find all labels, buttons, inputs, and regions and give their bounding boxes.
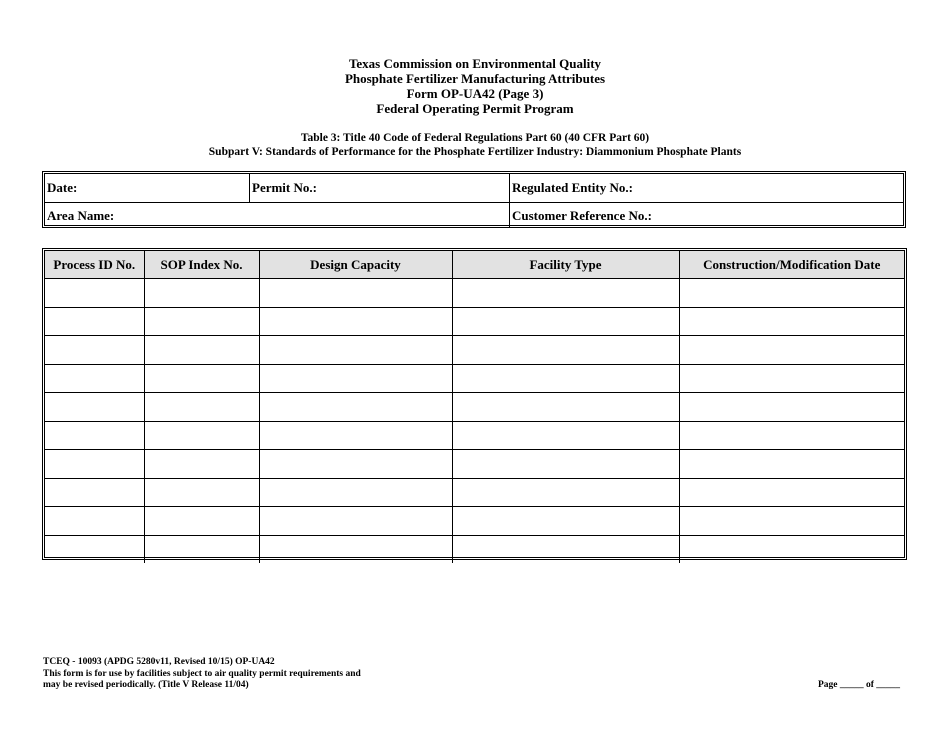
form-subject: Phosphate Fertilizer Manufacturing Attributes — [344, 71, 606, 86]
table-cell[interactable] — [144, 393, 259, 422]
permit-label: Permit No.: — [252, 180, 317, 195]
table-cell[interactable] — [144, 421, 259, 450]
table-cell[interactable] — [452, 421, 679, 450]
table-title-line2: Subpart V: Standards of Performance for the Phosphate Fertilizer Industry: Diammonium Phosphate Plants — [208, 146, 742, 158]
table-row — [45, 336, 904, 365]
date-label: Date: — [47, 180, 78, 195]
table-row — [45, 507, 904, 536]
footer-note-line2: may be revised periodically. (Title V Release 11/04) — [43, 680, 249, 690]
customer-reference-label: Customer Reference No.: — [512, 208, 652, 223]
table-cell[interactable] — [144, 450, 259, 479]
table-cell[interactable] — [452, 450, 679, 479]
regulated-entity-label: Regulated Entity No.: — [512, 180, 633, 195]
table-row — [45, 450, 904, 479]
footer-note-line1: This form is for use by facilities subject to air quality permit requirements and — [43, 668, 361, 679]
table-cell[interactable] — [452, 279, 679, 308]
table-cell[interactable] — [452, 307, 679, 336]
date-field[interactable] — [45, 174, 249, 202]
table-cell[interactable] — [679, 450, 904, 479]
table-cell[interactable] — [452, 507, 679, 536]
table-cell[interactable] — [679, 393, 904, 422]
table-cell[interactable] — [259, 478, 452, 507]
table-cell[interactable] — [45, 507, 144, 536]
table-cell[interactable] — [679, 507, 904, 536]
table-row — [45, 421, 904, 450]
table-cell[interactable] — [452, 364, 679, 393]
table-title-line1: Table 3: Title 40 Code of Federal Regulations Part 60 (40 CFR Part 60) — [300, 132, 650, 144]
process-table — [45, 251, 904, 563]
form-header — [0, 56, 950, 116]
table-cell[interactable] — [679, 421, 904, 450]
permit-field[interactable] — [250, 174, 509, 202]
table-cell[interactable] — [144, 507, 259, 536]
table-header-row — [45, 251, 904, 279]
table-cell[interactable] — [259, 450, 452, 479]
table-cell[interactable] — [452, 393, 679, 422]
table-cell[interactable] — [679, 478, 904, 507]
table-cell[interactable] — [144, 535, 259, 563]
agency-title: Texas Commission on Environmental Quality — [348, 56, 602, 71]
table-cell[interactable] — [452, 535, 679, 563]
table-cell[interactable] — [45, 336, 144, 365]
table-cell[interactable] — [144, 279, 259, 308]
info-row-1 — [45, 174, 903, 203]
table-row — [45, 307, 904, 336]
table-cell[interactable] — [45, 279, 144, 308]
table-row — [45, 364, 904, 393]
table-cell[interactable] — [452, 336, 679, 365]
table-cell[interactable] — [45, 421, 144, 450]
table-cell[interactable] — [45, 307, 144, 336]
table-cell[interactable] — [259, 336, 452, 365]
table-cell[interactable] — [259, 279, 452, 308]
table-cell[interactable] — [679, 535, 904, 563]
process-table-box — [42, 248, 907, 560]
table-row — [45, 279, 904, 308]
table-row — [45, 478, 904, 507]
table-cell[interactable] — [45, 535, 144, 563]
table-cell[interactable] — [144, 336, 259, 365]
table-cell[interactable] — [259, 364, 452, 393]
table-cell[interactable] — [679, 307, 904, 336]
table-cell[interactable] — [144, 478, 259, 507]
customer-reference-field[interactable] — [510, 202, 903, 227]
table-title — [0, 131, 950, 159]
footer-form-id: TCEQ - 10093 (APDG 5280v11, Revised 10/15) OP-UA42 — [43, 657, 275, 667]
info-row-2 — [45, 202, 903, 227]
regulated-entity-field[interactable] — [510, 174, 903, 202]
column-header-sop-index: SOP Index No. — [144, 251, 259, 279]
table-row — [45, 535, 904, 563]
column-header-facility-type: Facility Type — [452, 251, 679, 279]
table-cell[interactable] — [259, 307, 452, 336]
table-cell[interactable] — [679, 336, 904, 365]
area-name-field[interactable] — [45, 202, 509, 227]
column-header-process-id: Process ID No. — [45, 251, 144, 279]
form-number: Form OP-UA42 (Page 3) — [406, 86, 544, 101]
table-cell[interactable] — [45, 450, 144, 479]
table-cell[interactable] — [679, 364, 904, 393]
column-header-design-capacity: Design Capacity — [259, 251, 452, 279]
table-cell[interactable] — [144, 364, 259, 393]
table-cell[interactable] — [452, 478, 679, 507]
table-cell[interactable] — [45, 364, 144, 393]
info-box — [42, 171, 906, 228]
form-footer — [43, 657, 361, 692]
area-name-label: Area Name: — [47, 208, 115, 223]
table-cell[interactable] — [259, 393, 452, 422]
page-number: Page _____ of _____ — [818, 680, 901, 690]
table-cell[interactable] — [259, 507, 452, 536]
table-row — [45, 393, 904, 422]
program-name: Federal Operating Permit Program — [376, 101, 574, 116]
table-cell[interactable] — [144, 307, 259, 336]
table-cell[interactable] — [259, 535, 452, 563]
table-cell[interactable] — [259, 421, 452, 450]
table-cell[interactable] — [679, 279, 904, 308]
column-header-construction-date: Construction/Modification Date — [679, 251, 904, 279]
table-cell[interactable] — [45, 393, 144, 422]
table-cell[interactable] — [45, 478, 144, 507]
